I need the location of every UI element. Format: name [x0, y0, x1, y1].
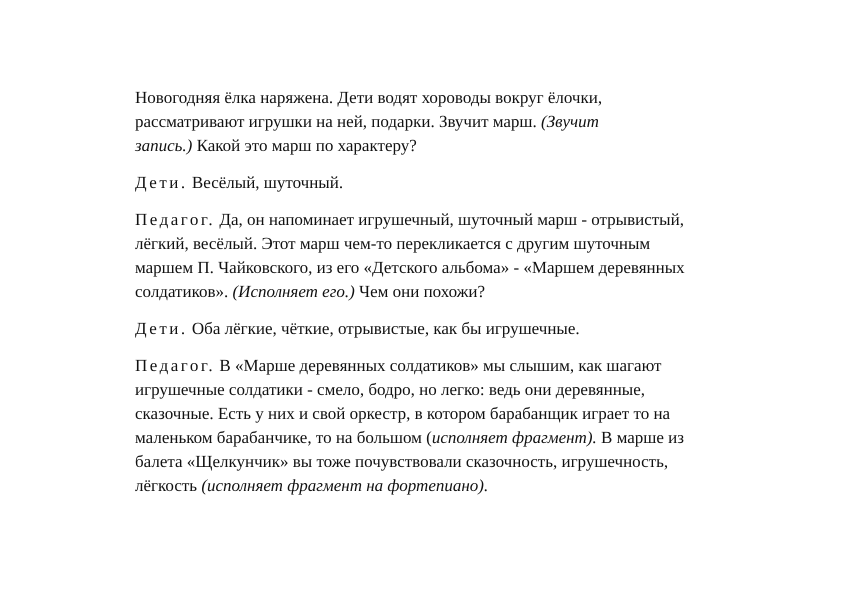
text-run: Да, он напоминает игрушечный, шуточный марш - отрывистый,: [215, 210, 684, 229]
stage-direction: (исполняет фрагмент на фортепиано).: [201, 476, 489, 495]
paragraph: [135, 354, 735, 498]
paragraph: [135, 171, 735, 195]
text-line: [135, 110, 735, 134]
stage-direction: (Исполняет его.): [232, 282, 355, 301]
text-line: [135, 426, 735, 450]
text-line: [135, 317, 735, 341]
text-run: В «Марше деревянных солдатиков» мы слышим, как шагают: [215, 356, 662, 375]
paragraph: [135, 86, 735, 158]
text-run: Чем они похожи?: [354, 282, 486, 301]
text-run: лёгкий, весёлый. Этот марш чем-то перекликается с другим шуточным: [135, 234, 651, 253]
stage-direction: (Звучит: [541, 112, 599, 131]
speaker-label: Дети.: [135, 173, 188, 192]
text-run: солдатиков».: [135, 282, 233, 301]
text-line: [135, 134, 735, 158]
text-run: сказочные. Есть у них и свой оркестр, в котором барабанщик играет то на: [135, 404, 671, 423]
text-run: Новогодняя ёлка наряжена. Дети водят хороводы вокруг ёлочки,: [135, 88, 603, 107]
text-run: Какой это марш по характеру?: [192, 136, 417, 155]
stage-direction: запись.): [135, 136, 193, 155]
text-line: [135, 86, 735, 110]
text-run: Оба лёгкие, чёткие, отрывистые, как бы игрушечные.: [187, 319, 580, 338]
text-line: [135, 474, 735, 498]
text-line: [135, 354, 735, 378]
text-run: маршем П. Чайковского, из его «Детского альбома» - «Маршем деревянных: [135, 258, 685, 277]
text-line: [135, 232, 735, 256]
speaker-label: Педагог.: [135, 356, 216, 375]
speaker-label: Педагог.: [135, 210, 216, 229]
text-run: маленьком барабанчике, то на большом (: [135, 428, 432, 447]
paragraph: [135, 317, 735, 341]
text-line: [135, 171, 735, 195]
text-line: [135, 378, 735, 402]
text-line: [135, 402, 735, 426]
speaker-label: Дети.: [135, 319, 188, 338]
text-run: В марше из: [596, 428, 684, 447]
paragraph: [135, 208, 735, 304]
text-run: рассматривают игрушки на ней, подарки. Звучит марш.: [135, 112, 542, 131]
text-run: лёгкость: [135, 476, 202, 495]
document-text: [135, 86, 735, 511]
stage-direction: исполняет фрагмент).: [431, 428, 597, 447]
text-line: [135, 208, 735, 232]
text-run: балета «Щелкунчик» вы тоже почувствовали сказочность, игрушечность,: [135, 452, 669, 471]
text-run: Весёлый, шуточный.: [187, 173, 344, 192]
text-line: [135, 256, 735, 280]
text-run: игрушечные солдатики - смело, бодро, но легко: ведь они деревянные,: [135, 380, 646, 399]
text-line: [135, 280, 735, 304]
text-line: [135, 450, 735, 474]
